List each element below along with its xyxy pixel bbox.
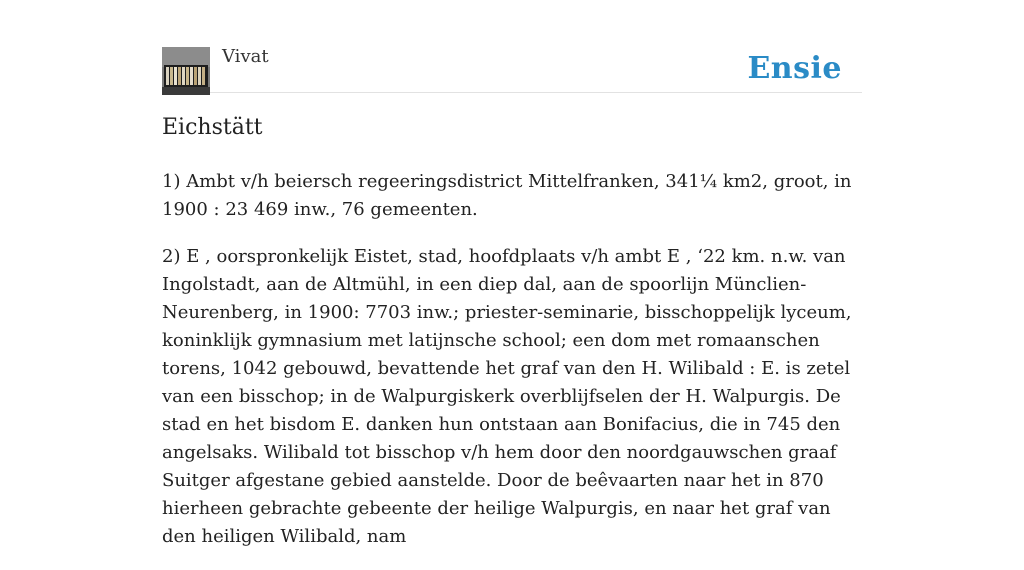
header bbox=[162, 0, 862, 93]
article-title: Eichstätt bbox=[162, 115, 263, 140]
article-paragraph: 2) E , oorspronkelijk Eistet, stad, hoofdplaats v/h ambt E , ‘22 km. n.w. van Ingolstadt, aan de Altmühl, in een diep dal, aan de spoorlijn Münclien-Neurenberg, in 1900: 7703 inw.; priester-seminarie, bisschoppelijk lyceum, koninklijk gymnasium met latijnsche school; een dom met romaanschen torens, 1042 gebouwd, bevattende het graf van den H. Wilibald : E. is zetel van een bisschop; in de Walpurgiskerk overblijfselen der H. Walpurgis. De stad en het bisdom E. danken hun ontstaan aan Bonifacius, die in 745 den angelsaks. Wilibald tot bisschop v/h hem door den noordgauwschen graaf Suitger afgestane gebied aanstelde. Door de beêvaarten naar het in 870 hierheen gebrachte gebeente der heilige Walpurgis, en naar het graf van den heiligen Wilibald, nam bbox=[162, 246, 852, 547]
article-paragraph: 1) Ambt v/h beiersch regeeringsdistrict Mittelfranken, 341¼ km2, groot, in 1900 : 23 469 inw., 76 gemeenten. bbox=[162, 171, 852, 220]
source-avatar[interactable] bbox=[162, 47, 210, 95]
book-spines-icon bbox=[162, 47, 210, 95]
article-body bbox=[162, 168, 862, 570]
source-link[interactable]: Vivat bbox=[222, 46, 269, 67]
ensie-logo-link[interactable]: Ensie bbox=[747, 51, 842, 86]
page bbox=[162, 0, 862, 547]
